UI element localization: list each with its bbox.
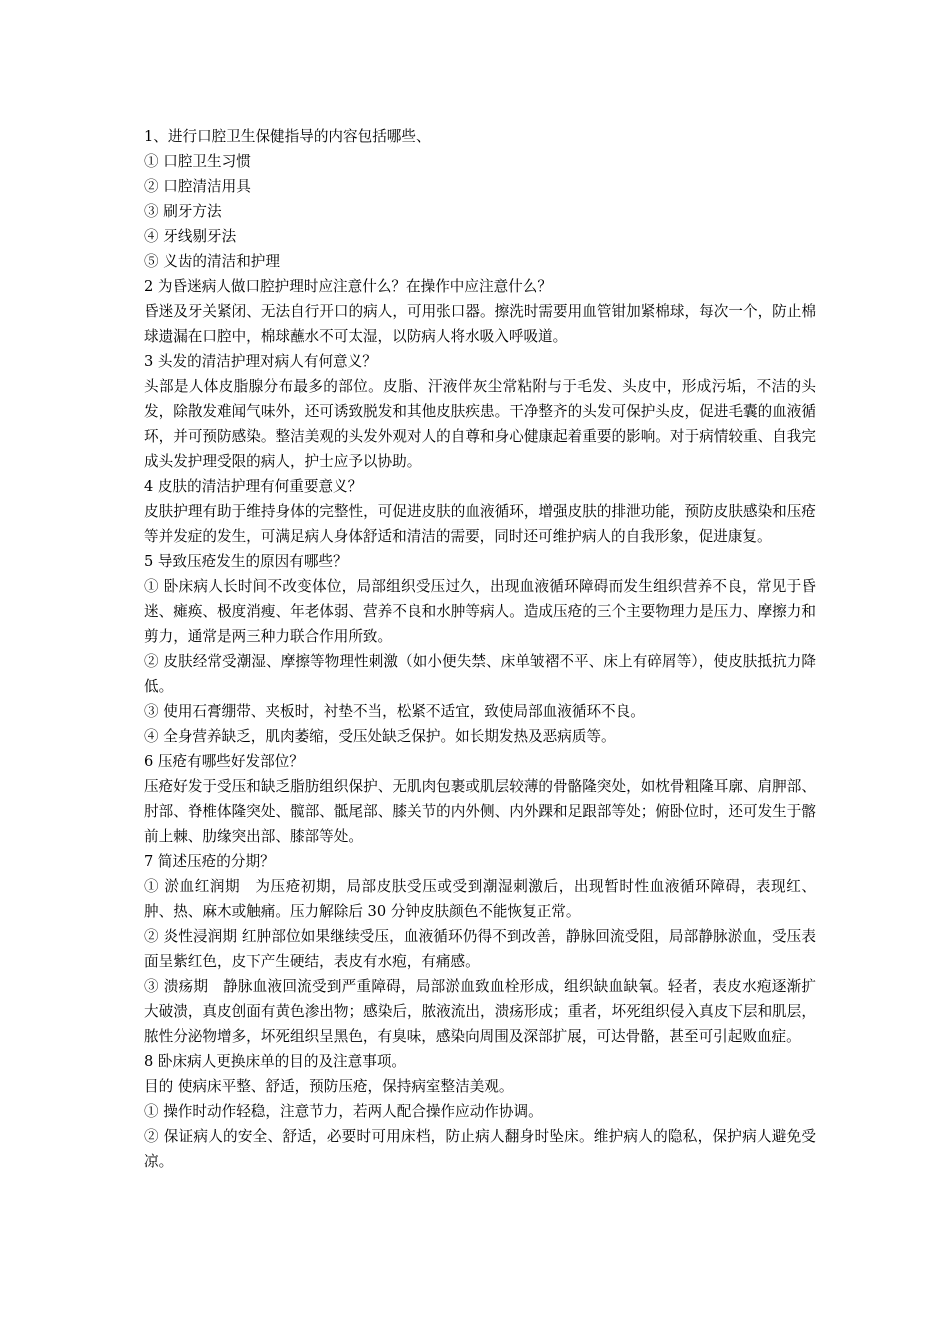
answer-item: ④ 牙线剔牙法 [144, 228, 237, 245]
answer-item: ⑤ 义齿的清洁和护理 [144, 253, 280, 270]
document-page [144, 124, 816, 1174]
answer-item: ② 保证病人的安全、舒适，必要时可用床档，防止病人翻身时坠床。维护病人的隐私，保护病人避免受凉。 [144, 1128, 816, 1170]
answer-item: ① 淤血红润期 为压疮初期，局部皮肤受压或受到潮湿刺激后，出现暂时性血液循环障碍，表现红、肿、热、麻木或触痛。压力解除后 30 分钟皮肤颜色不能恢复正常。 [144, 878, 816, 920]
question-1: 1、进行口腔卫生保健指导的内容包括哪些、 [144, 128, 431, 145]
answer-item: ① 操作时动作轻稳，注意节力，若两人配合操作应动作协调。 [144, 1103, 543, 1120]
answer-paragraph: 压疮好发于受压和缺乏脂肪组织保护、无肌肉包裹或肌层较薄的骨骼隆突处，如枕骨粗隆耳廓、肩胛部、肘部、脊椎体隆突处、髋部、骶尾部、膝关节的内外侧、内外踝和足跟部等处；俯卧位时，还可发生于髂前上棘、肋缘突出部、膝部等处。 [144, 778, 816, 845]
answer-item: ② 炎性浸润期 红肿部位如果继续受压，血液循环仍得不到改善，静脉回流受阻，局部静脉淤血，受压表面呈紫红色，皮下产生硬结，表皮有水疱，有痛感。 [144, 928, 816, 970]
question-2: 2 为昏迷病人做口腔护理时应注意什么？在操作中应注意什么？ [144, 278, 552, 295]
question-6: 6 压疮有哪些好发部位？ [144, 753, 304, 770]
answer-item: ① 口腔卫生习惯 [144, 153, 251, 170]
answer-item: ② 皮肤经常受潮湿、摩擦等物理性刺激（如小便失禁、床单皱褶不平、床上有碎屑等），使皮肤抵抗力降低。 [144, 653, 816, 695]
question-4: 4 皮肤的清洁护理有何重要意义？ [144, 478, 363, 495]
question-5: 5 导致压疮发生的原因有哪些？ [144, 553, 348, 570]
answer-item: ② 口腔清洁用具 [144, 178, 251, 195]
question-3: 3 头发的清洁护理对病人有何意义？ [144, 353, 377, 370]
answer-paragraph: 皮肤护理有助于维持身体的完整性，可促进皮肤的血液循环，增强皮肤的排泄功能，预防皮肤感染和压疮等并发症的发生，可满足病人身体舒适和清洁的需要，同时还可维护病人的自我形象，促进康复。 [144, 503, 816, 545]
answer-item: ① 卧床病人长时间不改变体位，局部组织受压过久，出现血液循环障碍而发生组织营养不良，常见于昏迷、瘫痪、极度消瘦、年老体弱、营养不良和水肿等病人。造成压疮的三个主要物理力是压力、摩擦力和剪力，通常是两三种力联合作用所致。 [144, 578, 816, 645]
answer-paragraph: 头部是人体皮脂腺分布最多的部位。皮脂、汗液伴灰尘常粘附与于毛发、头皮中，形成污垢，不洁的头发，除散发难闻气味外，还可诱致脱发和其他皮肤疾患。干净整齐的头发可保护头皮，促进毛囊的血液循环，并可预防感染。整洁美观的头发外观对人的自尊和身心健康起着重要的影响。对于病情较重、自我完成头发护理受限的病人，护士应予以协助。 [144, 378, 816, 470]
answer-item: ③ 刷牙方法 [144, 203, 222, 220]
answer-item: ④ 全身营养缺乏，肌肉萎缩，受压处缺乏保护。如长期发热及恶病质等。 [144, 728, 616, 745]
answer-item: ③ 溃疡期 静脉血液回流受到严重障碍，局部淤血致血栓形成，组织缺血缺氧。轻者，表皮水疱逐渐扩大破溃，真皮创面有黄色渗出物；感染后，脓液流出，溃疡形成；重者，坏死组织侵入真皮下层和肌层，脓性分泌物增多，坏死组织呈黑色，有臭味，感染向周围及深部扩展，可达骨骼，甚至可引起败血症。 [144, 978, 816, 1045]
question-7: 7 简述压疮的分期？ [144, 853, 275, 870]
answer-item: ③ 使用石膏绷带、夹板时，衬垫不当，松紧不适宜，致使局部血液循环不良。 [144, 703, 645, 720]
answer-paragraph: 目的 使病床平整、舒适，预防压疮，保持病室整洁美观。 [144, 1078, 514, 1095]
question-8: 8 卧床病人更换床单的目的及注意事项。 [144, 1053, 407, 1070]
answer-paragraph: 昏迷及牙关紧闭、无法自行开口的病人，可用张口器。擦洗时需要用血管钳加紧棉球，每次一个，防止棉球遗漏在口腔中，棉球蘸水不可太湿，以防病人将水吸入呼吸道。 [144, 303, 816, 345]
